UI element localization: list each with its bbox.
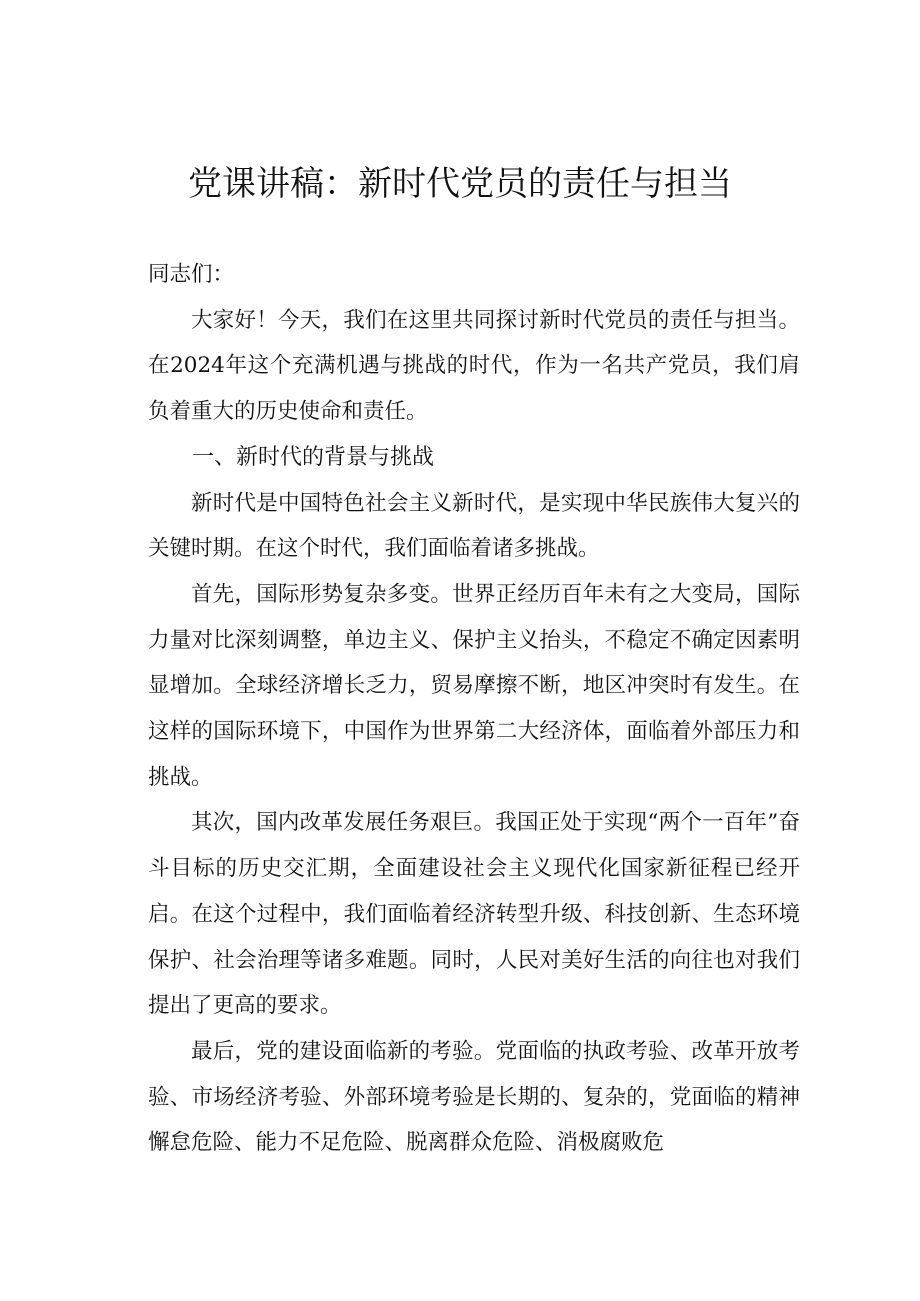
document-body	[148, 252, 800, 1166]
paragraph-domestic: 其次，国内改革发展任务艰巨。我国正处于实现“两个一百年”奋斗目标的历史交汇期，全面建设社会主义现代化国家新征程已经开启。在这个过程中，我们面临着经济转型升级、科技创新、生态环境保护、社会治理等诸多难题。同时，人民对美好生活的向往也对我们提出了更高的要求。	[148, 810, 800, 1019]
section-heading: 一、新时代的背景与挑战	[192, 444, 435, 470]
salutation: 同志们：	[148, 262, 235, 287]
paragraph-party-building: 最后，党的建设面临新的考验。党面临的执政考验、改革开放考验、市场经济考验、外部环境考验是长期的、复杂的，党面临的精神懈怠危险、能力不足危险、脱离群众危险、消极腐败危	[148, 1038, 800, 1156]
paragraph-international: 首先，国际形势复杂多变。世界正经历百年未有之大变局，国际力量对比深刻调整，单边主义、保护主义抬头，不稳定不确定因素明显增加。全球经济增长乏力，贸易摩擦不断，地区冲突时有发生。在这样的国际环境下，中国作为世界第二大经济体，面临着外部压力和挑战。	[148, 581, 800, 790]
document-title: 党课讲稿：新时代党员的责任与担当	[188, 164, 732, 204]
paragraph-new-era: 新时代是中国特色社会主义新时代，是实现中华民族伟大复兴的关键时期。在这个时代，我们面临着诸多挑战。	[148, 490, 800, 562]
paragraph-intro: 大家好！今天，我们在这里共同探讨新时代党员的责任与担当。在2024年这个充满机遇与挑战的时代，作为一名共产党员，我们肩负着重大的历史使命和责任。	[148, 307, 800, 425]
